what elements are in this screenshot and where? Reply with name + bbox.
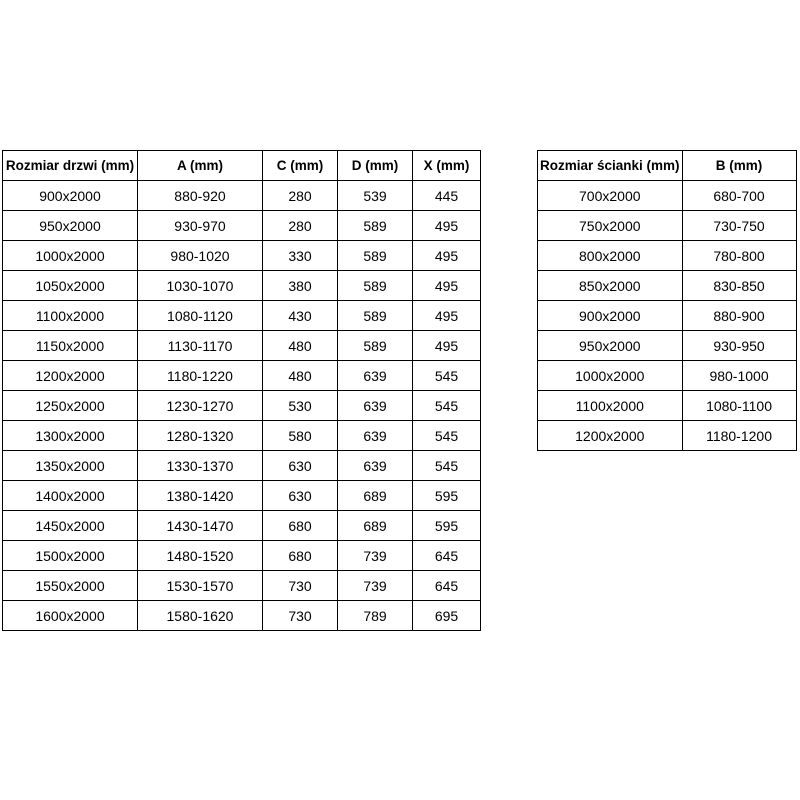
table-cell: 1500x2000 [3,541,138,571]
table-row [3,211,481,241]
table-row [538,361,797,391]
table-cell: 639 [338,451,413,481]
table-cell: 1450x2000 [3,511,138,541]
table-cell: 430 [263,301,338,331]
table-cell: 1250x2000 [3,391,138,421]
table-cell: 1200x2000 [538,421,683,451]
table-cell: 1600x2000 [3,601,138,631]
table-cell: 589 [338,331,413,361]
table-cell: 545 [413,391,481,421]
table-cell: 695 [413,601,481,631]
table-cell: 1180-1200 [682,421,796,451]
table-cell: 480 [263,331,338,361]
table-cell: 930-950 [682,331,796,361]
table-cell: 595 [413,511,481,541]
table-cell: 1080-1120 [138,301,263,331]
table-cell: 1100x2000 [538,391,683,421]
table-cell: 1150x2000 [3,331,138,361]
table-cell: 1480-1520 [138,541,263,571]
column-header: B (mm) [682,151,796,181]
table-cell: 1400x2000 [3,481,138,511]
column-header: C (mm) [263,151,338,181]
table-cell: 1300x2000 [3,421,138,451]
column-header: X (mm) [413,151,481,181]
table-row [538,391,797,421]
table-cell: 595 [413,481,481,511]
table-cell: 1330-1370 [138,451,263,481]
table-cell: 530 [263,391,338,421]
table-row [3,481,481,511]
table-cell: 280 [263,211,338,241]
table-cell: 980-1000 [682,361,796,391]
table-cell: 950x2000 [538,331,683,361]
table-cell: 1230-1270 [138,391,263,421]
table-cell: 689 [338,481,413,511]
table-cell: 630 [263,481,338,511]
table-cell: 639 [338,361,413,391]
table-row [538,181,797,211]
table-cell: 780-800 [682,241,796,271]
table-row [3,451,481,481]
table-cell: 495 [413,241,481,271]
column-header: Rozmiar ścianki (mm) [538,151,683,181]
column-header: Rozmiar drzwi (mm) [3,151,138,181]
table-cell: 589 [338,211,413,241]
table-cell: 739 [338,571,413,601]
table-cell: 1000x2000 [538,361,683,391]
table-row [3,361,481,391]
table-cell: 950x2000 [3,211,138,241]
table-cell: 580 [263,421,338,451]
table-cell: 545 [413,361,481,391]
table-row [538,421,797,451]
table-row [538,241,797,271]
header-row [3,151,481,181]
column-header: D (mm) [338,151,413,181]
table-cell: 880-900 [682,301,796,331]
table-cell: 700x2000 [538,181,683,211]
table-cell: 680 [263,511,338,541]
table-cell: 850x2000 [538,271,683,301]
table-row [538,271,797,301]
table-cell: 900x2000 [538,301,683,331]
table-cell: 789 [338,601,413,631]
table-row [3,301,481,331]
table-cell: 680-700 [682,181,796,211]
column-header: A (mm) [138,151,263,181]
table-cell: 730-750 [682,211,796,241]
table-cell: 689 [338,511,413,541]
table-row [3,181,481,211]
table-row [538,211,797,241]
header-row [538,151,797,181]
table-cell: 1350x2000 [3,451,138,481]
table-cell: 680 [263,541,338,571]
table-cell: 589 [338,271,413,301]
table-row [3,601,481,631]
table-cell: 980-1020 [138,241,263,271]
table-cell: 639 [338,391,413,421]
table-cell: 445 [413,181,481,211]
table-cell: 495 [413,301,481,331]
door-sizes-table [2,150,481,631]
wall-panel-sizes-table [537,150,797,451]
table-row [3,331,481,361]
door-sizes-table-container [2,150,481,631]
table-cell: 1380-1420 [138,481,263,511]
table-row [3,511,481,541]
table-cell: 495 [413,331,481,361]
table-cell: 495 [413,271,481,301]
table-cell: 1180-1220 [138,361,263,391]
table-cell: 589 [338,301,413,331]
table-row [3,241,481,271]
table-row [538,331,797,361]
table-cell: 645 [413,541,481,571]
table-cell: 645 [413,571,481,601]
table-cell: 480 [263,361,338,391]
table-cell: 1200x2000 [3,361,138,391]
table-row [538,301,797,331]
table-cell: 330 [263,241,338,271]
table-cell: 750x2000 [538,211,683,241]
table-cell: 1030-1070 [138,271,263,301]
table-cell: 545 [413,451,481,481]
table-cell: 739 [338,541,413,571]
table-cell: 495 [413,211,481,241]
table-cell: 589 [338,241,413,271]
table-cell: 1130-1170 [138,331,263,361]
table-cell: 900x2000 [3,181,138,211]
table-cell: 1050x2000 [3,271,138,301]
table-cell: 1530-1570 [138,571,263,601]
table-cell: 630 [263,451,338,481]
table-cell: 730 [263,601,338,631]
table-cell: 830-850 [682,271,796,301]
table-cell: 545 [413,421,481,451]
table-cell: 280 [263,181,338,211]
table-cell: 880-920 [138,181,263,211]
table-cell: 380 [263,271,338,301]
table-cell: 1430-1470 [138,511,263,541]
table-cell: 639 [338,421,413,451]
table-cell: 1280-1320 [138,421,263,451]
table-cell: 800x2000 [538,241,683,271]
table-row [3,421,481,451]
table-row [3,571,481,601]
table-cell: 1080-1100 [682,391,796,421]
table-cell: 930-970 [138,211,263,241]
wall-panel-sizes-table-container [537,150,797,451]
table-cell: 1000x2000 [3,241,138,271]
table-row [3,541,481,571]
table-cell: 539 [338,181,413,211]
table-cell: 730 [263,571,338,601]
table-row [3,271,481,301]
table-cell: 1580-1620 [138,601,263,631]
table-cell: 1100x2000 [3,301,138,331]
table-cell: 1550x2000 [3,571,138,601]
table-row [3,391,481,421]
